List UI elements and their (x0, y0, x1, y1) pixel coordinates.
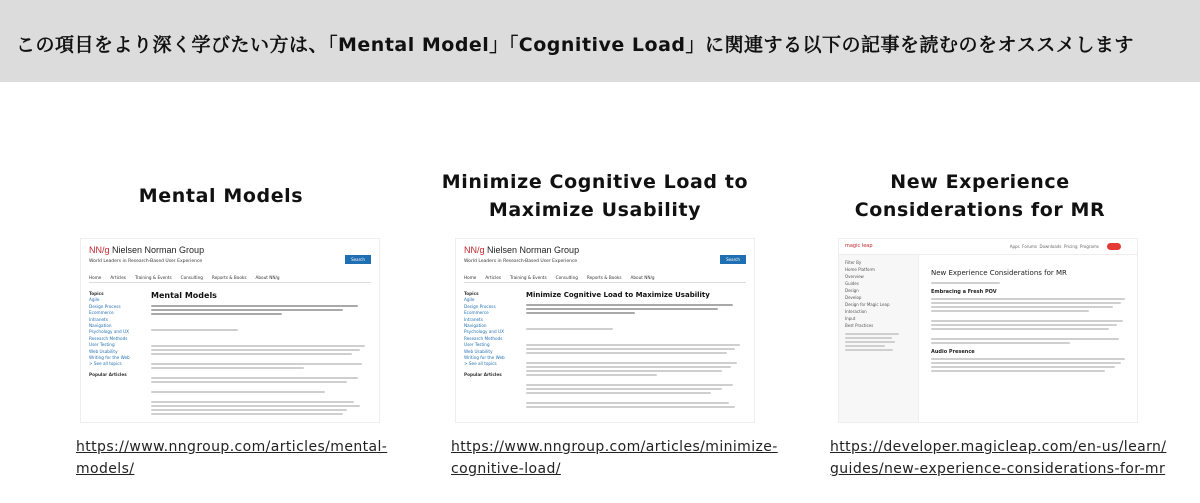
article-card-mental-models (41, 182, 401, 210)
nng-article-body: Mental Models (151, 291, 369, 417)
magicleap-nav: Apps Forums Downloads Pricing Programs (1009, 244, 1099, 249)
article-thumbnail-mental-models[interactable] (80, 238, 380, 423)
magicleap-sidebar: Filter By Home Platform Overview Guides Design Develop Design for Magic Leap Interaction Input Best Practices (839, 255, 919, 423)
magicleap-logo: magic leap (845, 243, 873, 249)
article-link-mr[interactable]: https://developer.magicleap.com/en-us/learn/ guides/new-experience-considerations-for-mr (830, 439, 1167, 477)
article-card-mr (800, 168, 1160, 224)
nng-logo: NN/g Nielsen Norman Group (464, 245, 580, 255)
magicleap-topbar (839, 239, 1138, 255)
article-card-cognitive-load (415, 168, 775, 224)
article-thumbnail-cognitive-load[interactable] (455, 238, 755, 423)
signup-button (1107, 243, 1121, 250)
magicleap-article-body: New Experience Considerations for MR Embracing a Fresh POV Audio Presence (931, 269, 1129, 374)
header-banner (0, 0, 1200, 82)
nng-tagline: World Leaders in Research-Based User Experience (89, 259, 203, 264)
nng-nav: Home Articles Training & Events Consulting Reports & Books About NN/g (464, 275, 746, 283)
nng-sidebar: Topics Agile Design Process Ecommerce Intranets Navigation Psychology and UX Research Methods User Testing Web Usability Writing for the Web > See all topics Popular Articles (89, 291, 130, 377)
article-link-cognitive-load[interactable]: https://www.nngroup.com/articles/minimize- cognitive-load/ (451, 439, 778, 477)
article-title: Minimize Cognitive Load to Maximize Usability (441, 171, 749, 221)
nng-article-body: Minimize Cognitive Load to Maximize Usability (526, 291, 744, 410)
nng-nav: Home Articles Training & Events Consulting Reports & Books About NN/g (89, 275, 371, 283)
article-link-mental-models[interactable]: https://www.nngroup.com/articles/mental- models/ (76, 439, 388, 477)
banner-text: この項目をより深く学びたい方は、「Mental Model」「Cognitive Load」に関連する以下の記事を読むのをオススメします (16, 34, 1134, 56)
article-title: New Experience Considerations for MR (854, 171, 1106, 221)
search-button: Search (720, 255, 746, 264)
search-button: Search (345, 255, 371, 264)
nng-sidebar: Topics Agile Design Process Ecommerce Intranets Navigation Psychology and UX Research Methods User Testing Web Usability Writing for the Web > See all topics Popular Articles (464, 291, 505, 377)
nng-logo: NN/g Nielsen Norman Group (89, 245, 205, 255)
article-thumbnail-mr[interactable] (838, 238, 1138, 423)
article-title: Mental Models (138, 185, 304, 207)
nng-tagline: World Leaders in Research-Based User Experience (464, 259, 578, 264)
